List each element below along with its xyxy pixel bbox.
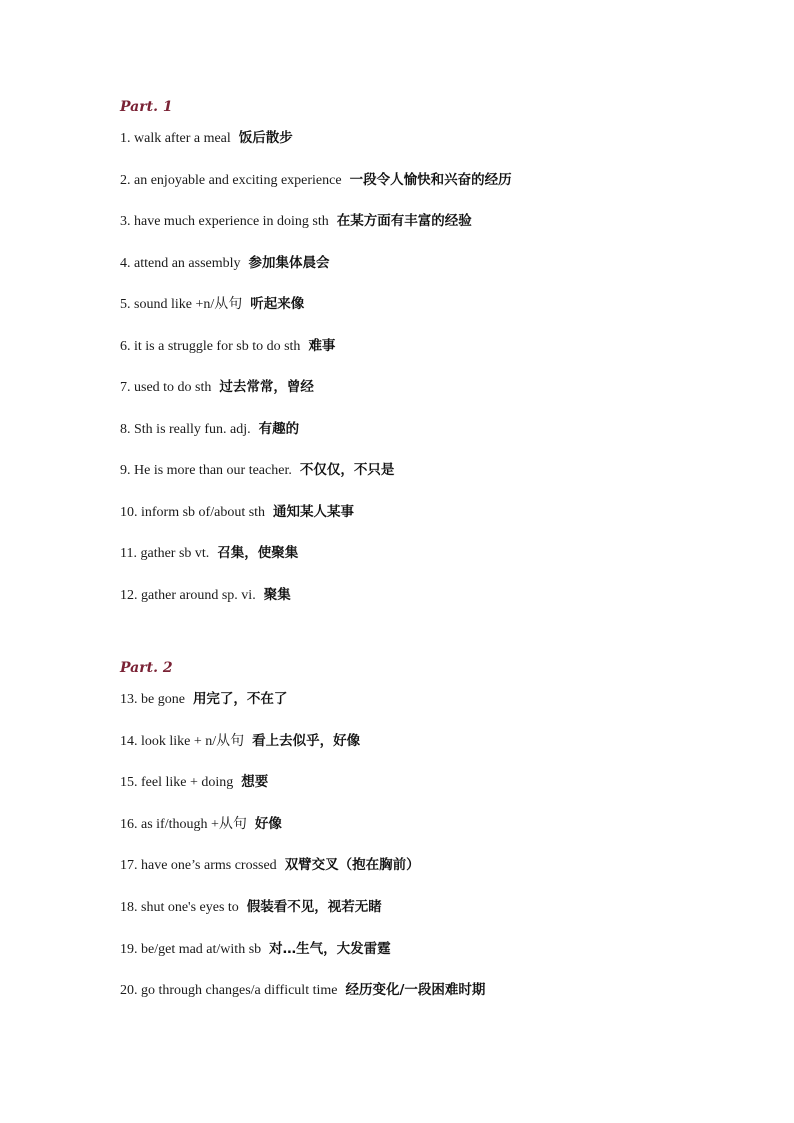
phrase-chinese: 听起来像 [250,296,305,312]
phrase-item-16 [120,814,282,835]
phrase-chinese: 有趣的 [258,421,300,437]
phrase-item-17 [120,855,420,876]
phrase-item-19 [120,939,391,960]
phrase-english: 9. He is more than our teacher. [120,463,292,478]
phrase-item-9 [120,460,394,481]
part-1-heading: Part. 1 [120,99,173,115]
phrase-english: 6. it is a struggle for sb to do sth [120,339,301,354]
phrase-english: 5. sound like +n/从句 [120,297,243,312]
phrase-chinese: 聚集 [263,587,291,603]
phrase-english: 12. gather around sp. vi. [120,588,256,603]
phrase-item-12 [120,585,291,606]
part-2-heading: Part. 2 [120,660,173,676]
phrase-english: 8. Sth is really fun. adj. [120,422,251,437]
phrase-english: 16. as if/though +从句 [120,817,247,832]
phrase-english: 1. walk after a meal [120,131,231,146]
phrase-english: 3. have much experience in doing sth [120,214,329,229]
phrase-item-15 [120,772,268,793]
phrase-chinese: 不仅仅，不只是 [299,462,395,478]
phrase-chinese: 过去常常，曾经 [219,379,314,395]
phrase-chinese: 双臂交叉（抱在胸前） [284,857,420,873]
phrase-item-7 [120,377,314,398]
phrase-chinese: 参加集体晨会 [248,255,330,271]
phrase-english: 4. attend an assembly [120,256,241,271]
phrase-chinese: 饭后散步 [238,130,293,146]
phrase-english: 15. feel like + doing [120,775,234,790]
phrase-chinese: 在某方面有丰富的经验 [336,213,472,229]
phrase-item-6 [120,336,335,357]
phrase-english: 11. gather sb vt. [120,546,210,561]
phrase-item-18 [120,897,382,918]
phrase-item-20 [120,980,485,1001]
phrase-item-14 [120,731,360,752]
phrase-chinese: 经历变化/一段困难时期 [345,982,486,998]
phrase-english: 19. be/get mad at/with sb [120,942,262,957]
phrase-english: 18. shut one's eyes to [120,900,239,915]
phrase-english: 10. inform sb of/about sth [120,505,266,520]
phrase-chinese: 用完了，不在了 [192,691,288,707]
phrase-item-10 [120,502,354,523]
phrase-english: 17. have one’s arms crossed [120,858,277,873]
phrase-item-13 [120,689,287,710]
phrase-item-5 [120,294,304,315]
phrase-item-8 [120,419,299,440]
phrase-item-1 [120,128,293,149]
phrase-chinese: 好像 [254,816,282,832]
phrase-chinese: 一段令人愉快和兴奋的经历 [349,172,512,188]
phrase-english: 7. used to do sth [120,380,212,395]
phrase-chinese: 通知某人某事 [273,504,355,520]
phrase-chinese: 假装看不见，视若无睹 [246,899,382,915]
phrase-chinese: 看上去似乎，好像 [252,733,361,749]
phrase-item-4 [120,253,330,274]
phrase-english: 2. an enjoyable and exciting experience [120,173,342,188]
phrase-chinese: 召集，使聚集 [217,545,299,561]
phrase-english: 14. look like + n/从句 [120,734,245,749]
phrase-item-3 [120,211,472,232]
phrase-chinese: 对…生气，大发雷霆 [269,941,391,957]
phrase-chinese: 难事 [308,338,336,354]
phrase-item-11 [120,543,298,564]
phrase-item-2 [120,170,512,191]
phrase-english: 20. go through changes/a difficult time [120,983,338,998]
phrase-chinese: 想要 [241,774,269,790]
phrase-english: 13. be gone [120,692,185,707]
